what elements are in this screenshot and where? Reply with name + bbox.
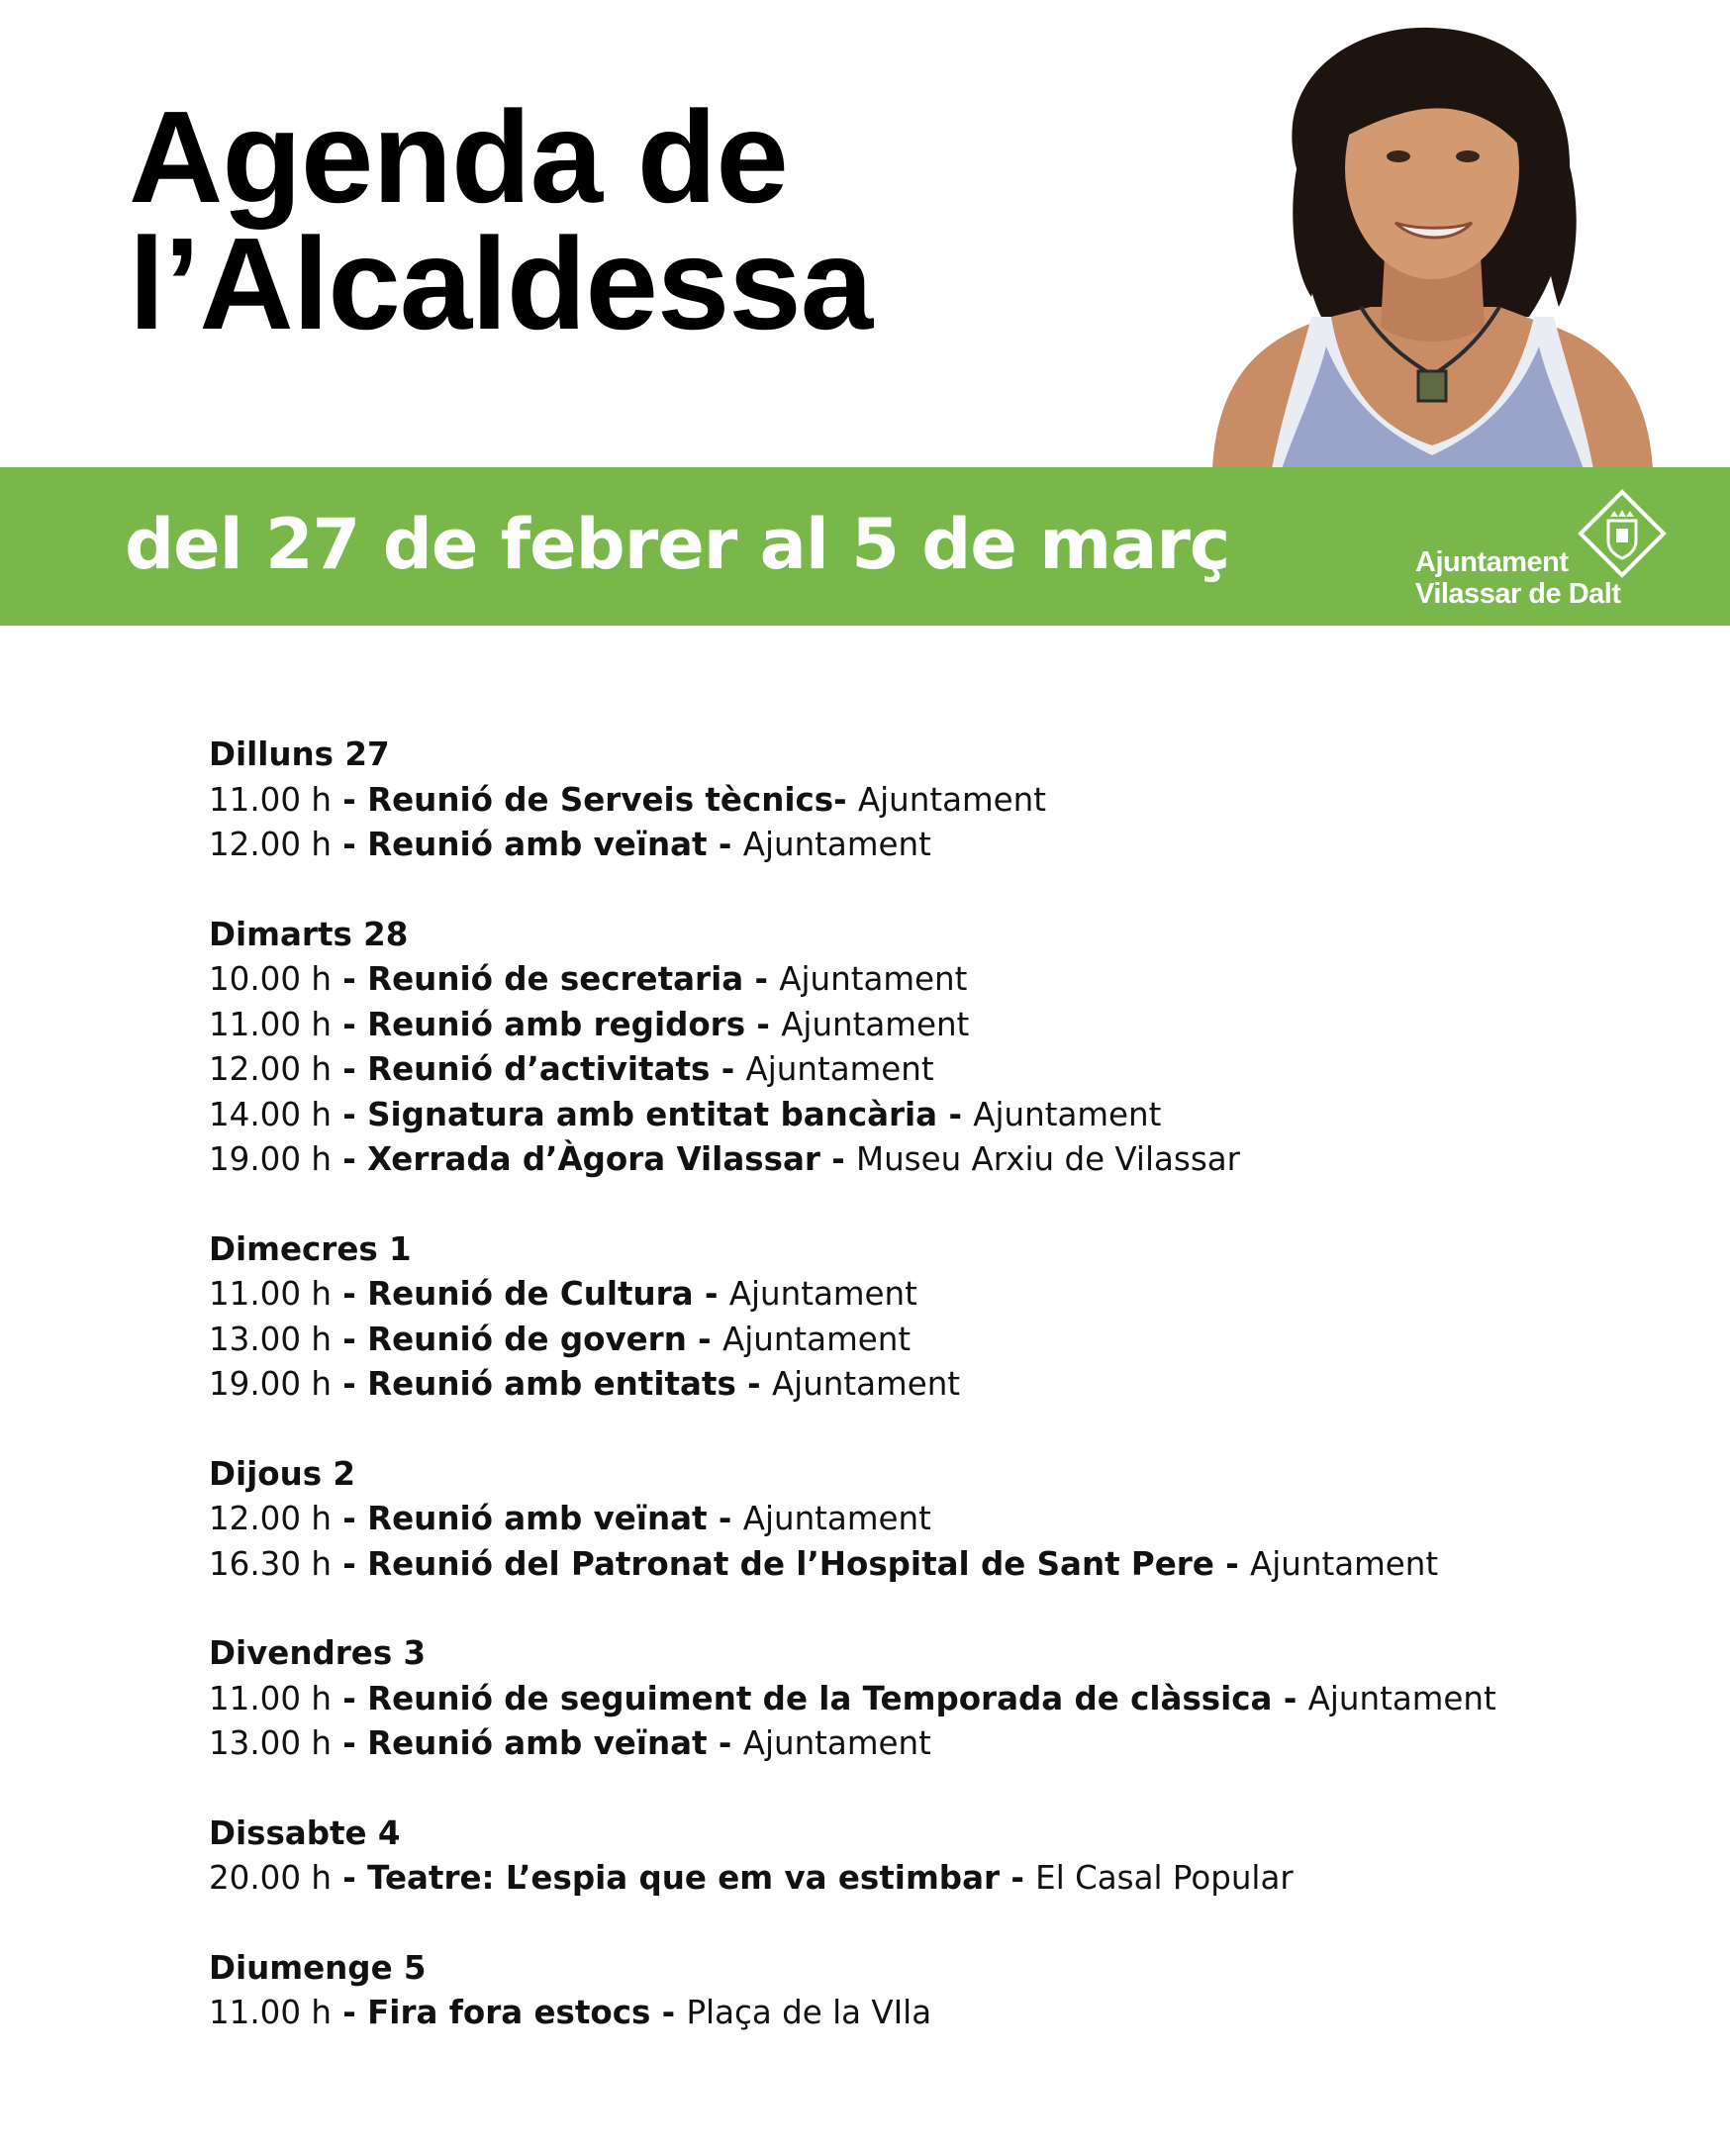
event-separator: - xyxy=(331,1095,368,1133)
event-separator: - xyxy=(331,1679,368,1717)
event-separator: - xyxy=(1272,1679,1308,1717)
agenda-event xyxy=(209,957,1644,1003)
event-time: 12.00 h xyxy=(209,1500,332,1537)
agenda-day xyxy=(209,1227,1644,1408)
agenda-event xyxy=(209,1677,1644,1722)
event-separator: - xyxy=(707,1500,743,1537)
event-location: Ajuntament xyxy=(1250,1544,1439,1583)
event-separator: - xyxy=(331,780,368,819)
event-description: Reunió de Serveis tècnics xyxy=(367,780,834,819)
event-description: Reunió de seguiment de la Temporada de clàssica xyxy=(367,1679,1273,1717)
event-time: 11.00 h xyxy=(209,1275,332,1313)
event-location: Ajuntament xyxy=(973,1095,1162,1133)
event-separator: - xyxy=(331,1500,368,1537)
event-separator: - xyxy=(735,1365,772,1403)
agenda-event xyxy=(209,1047,1644,1093)
event-description: Reunió amb veïnat xyxy=(367,1724,708,1762)
event-time: 19.00 h xyxy=(209,1140,332,1178)
agenda-event xyxy=(209,1362,1644,1408)
event-time: 12.00 h xyxy=(209,826,332,863)
agenda-day xyxy=(209,1812,1644,1902)
title-line-1: Agenda de xyxy=(129,84,788,230)
event-location: Ajuntament xyxy=(771,1365,961,1403)
event-separator: - xyxy=(331,1859,368,1897)
day-heading: Dijous 2 xyxy=(209,1454,355,1493)
event-location: Ajuntament xyxy=(1307,1679,1496,1717)
agenda-event xyxy=(209,1542,1644,1588)
event-separator: - xyxy=(937,1095,974,1133)
event-time: 19.00 h xyxy=(209,1365,332,1403)
agenda-event xyxy=(209,1137,1644,1183)
event-description: Reunió amb regidors xyxy=(367,1005,746,1043)
event-separator: - xyxy=(331,1275,368,1313)
event-separator: - xyxy=(331,1320,368,1358)
event-separator: - xyxy=(331,1050,368,1088)
event-location: Ajuntament xyxy=(857,780,1047,819)
event-description: Reunió del Patronat de l’Hospital de Sant Pere xyxy=(367,1544,1214,1583)
agenda-event xyxy=(209,1497,1644,1542)
day-heading: Dilluns 27 xyxy=(209,735,390,773)
event-description: Reunió d’activitats xyxy=(367,1050,711,1088)
agenda-day xyxy=(209,733,1644,868)
event-separator: - xyxy=(743,960,780,998)
event-separator: - xyxy=(693,1275,729,1313)
event-description: Reunió de Cultura xyxy=(367,1275,694,1313)
event-description: Xerrada d’Àgora Vilassar xyxy=(367,1140,820,1178)
day-heading: Dissabte 4 xyxy=(209,1813,401,1852)
event-location: Ajuntament xyxy=(742,1500,931,1537)
agenda-day xyxy=(209,913,1644,1183)
event-time: 11.00 h xyxy=(209,780,332,819)
event-time: 12.00 h xyxy=(209,1050,332,1088)
agenda-list xyxy=(209,733,1644,2081)
event-separator: - xyxy=(707,1724,743,1762)
event-location: Ajuntament xyxy=(781,1005,970,1043)
event-separator: - xyxy=(331,1365,368,1403)
event-location: Plaça de la VIla xyxy=(686,1994,932,2031)
title-line-2: l’Alcaldessa xyxy=(129,211,873,356)
event-time: 13.00 h xyxy=(209,1320,332,1358)
event-separator: - xyxy=(331,960,368,998)
agenda-event xyxy=(209,1003,1644,1048)
event-location: Museu Arxiu de Vilassar xyxy=(856,1140,1241,1178)
event-time: 20.00 h xyxy=(209,1859,332,1897)
event-location: Ajuntament xyxy=(742,826,931,863)
page-title xyxy=(129,84,873,356)
event-location: Ajuntament xyxy=(721,1320,912,1358)
event-description: Fira fora estocs xyxy=(367,1994,651,2031)
event-separator: - xyxy=(833,780,858,819)
event-time: 10.00 h xyxy=(209,960,332,998)
event-location: Ajuntament xyxy=(728,1275,917,1313)
event-separator: - xyxy=(331,1994,368,2031)
event-separator: - xyxy=(331,826,368,863)
agenda-event xyxy=(209,1318,1644,1363)
event-separator: - xyxy=(686,1320,722,1358)
agenda-event xyxy=(209,823,1644,868)
event-location: Ajuntament xyxy=(779,960,968,998)
event-separator: - xyxy=(331,1140,368,1178)
event-location: El Casal Popular xyxy=(1035,1859,1294,1897)
event-separator: - xyxy=(1213,1544,1250,1583)
day-heading: Diumenge 5 xyxy=(209,1948,427,1987)
event-description: Reunió amb veïnat xyxy=(367,1500,708,1537)
agenda-event xyxy=(209,778,1644,824)
agenda-event xyxy=(209,1991,1644,2036)
date-banner xyxy=(0,467,1730,626)
agenda-day xyxy=(209,1631,1644,1767)
event-separator: - xyxy=(710,1050,746,1088)
mayor-portrait xyxy=(1202,20,1658,469)
day-heading: Dimarts 28 xyxy=(209,915,409,953)
agenda-event xyxy=(209,1272,1644,1318)
event-description: Reunió de govern xyxy=(367,1320,687,1358)
agenda-day xyxy=(209,1452,1644,1588)
event-separator: - xyxy=(331,1005,368,1043)
event-separator: - xyxy=(650,1994,687,2031)
event-location: Ajuntament xyxy=(745,1050,934,1088)
event-location: Ajuntament xyxy=(742,1724,931,1762)
event-separator: - xyxy=(707,826,743,863)
event-separator: - xyxy=(745,1005,782,1043)
event-time: 13.00 h xyxy=(209,1724,332,1762)
event-description: Reunió de secretaria xyxy=(367,960,744,998)
logo-text-line-2: Vilassar de Dalt xyxy=(1415,578,1621,610)
agenda-event xyxy=(209,1721,1644,1767)
event-description: Reunió amb entitats xyxy=(367,1365,736,1403)
agenda-event xyxy=(209,1093,1644,1138)
event-time: 11.00 h xyxy=(209,1005,332,1043)
ajuntament-logo xyxy=(1415,477,1712,616)
event-time: 14.00 h xyxy=(209,1095,332,1133)
event-separator: - xyxy=(1000,1859,1036,1897)
day-heading: Divendres 3 xyxy=(209,1634,427,1672)
event-description: Signatura amb entitat bancària xyxy=(367,1095,938,1133)
event-description: Teatre: L’espia que em va estimbar xyxy=(367,1859,1001,1897)
town-shield-icon xyxy=(1578,489,1667,578)
event-description: Reunió amb veïnat xyxy=(367,826,708,863)
event-separator: - xyxy=(331,1724,368,1762)
agenda-day xyxy=(209,1946,1644,2036)
date-range: del 27 de febrer al 5 de març xyxy=(125,504,1230,585)
agenda-event xyxy=(209,1856,1644,1902)
day-heading: Dimecres 1 xyxy=(209,1229,412,1268)
event-separator: - xyxy=(819,1140,857,1178)
logo-text-line-1: Ajuntament xyxy=(1415,546,1569,578)
event-time: 16.30 h xyxy=(209,1544,332,1583)
event-separator: - xyxy=(331,1544,368,1583)
event-time: 11.00 h xyxy=(209,1679,332,1717)
event-time: 11.00 h xyxy=(209,1994,332,2031)
